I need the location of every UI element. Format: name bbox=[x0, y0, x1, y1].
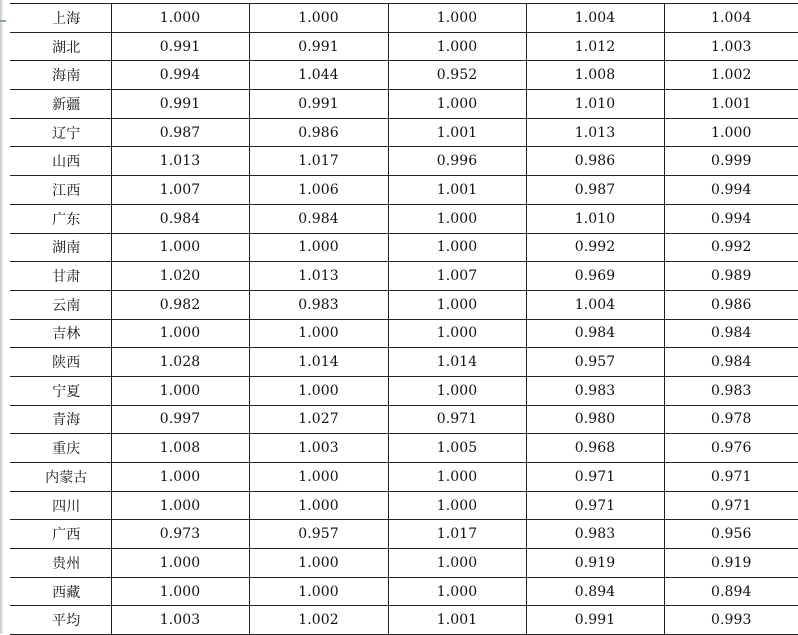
value-cell: 1.006 bbox=[249, 176, 388, 205]
value-cell: 1.008 bbox=[111, 434, 249, 463]
value-cell: 1.000 bbox=[111, 4, 249, 33]
value-cell: 0.993 bbox=[664, 606, 798, 635]
value-cell: 0.957 bbox=[249, 520, 388, 549]
value-cell: 0.919 bbox=[526, 549, 664, 578]
value-cell: 1.000 bbox=[388, 376, 526, 405]
region-name-cell: 甘肃 bbox=[10, 262, 111, 291]
value-cell: 1.003 bbox=[111, 606, 249, 635]
value-cell: 1.003 bbox=[664, 32, 798, 61]
value-cell: 1.017 bbox=[388, 520, 526, 549]
value-cell: 0.996 bbox=[388, 147, 526, 176]
table-row bbox=[10, 233, 798, 262]
value-cell: 1.000 bbox=[249, 463, 388, 492]
value-cell: 0.986 bbox=[526, 147, 664, 176]
region-name-cell: 广西 bbox=[10, 520, 111, 549]
value-cell: 1.013 bbox=[111, 147, 249, 176]
value-cell: 1.000 bbox=[111, 233, 249, 262]
value-cell: 0.968 bbox=[526, 434, 664, 463]
value-cell: 0.984 bbox=[249, 204, 388, 233]
value-cell: 0.992 bbox=[664, 233, 798, 262]
value-cell: 0.982 bbox=[111, 290, 249, 319]
region-name-cell: 西藏 bbox=[10, 577, 111, 606]
table-row bbox=[10, 434, 798, 463]
table-body bbox=[10, 4, 798, 635]
value-cell: 1.005 bbox=[388, 434, 526, 463]
value-cell: 1.000 bbox=[388, 463, 526, 492]
region-name-cell: 四川 bbox=[10, 491, 111, 520]
value-cell: 1.010 bbox=[526, 90, 664, 119]
value-cell: 1.004 bbox=[526, 290, 664, 319]
region-name-cell: 湖南 bbox=[10, 233, 111, 262]
region-name-cell: 青海 bbox=[10, 405, 111, 434]
table-row bbox=[10, 118, 798, 147]
value-cell: 0.983 bbox=[664, 376, 798, 405]
value-cell: 0.952 bbox=[388, 61, 526, 90]
table-row bbox=[10, 577, 798, 606]
value-cell: 1.014 bbox=[249, 348, 388, 377]
value-cell: 0.957 bbox=[526, 348, 664, 377]
table-row bbox=[10, 549, 798, 578]
value-cell: 0.994 bbox=[111, 61, 249, 90]
table-row bbox=[10, 463, 798, 492]
value-cell: 0.919 bbox=[664, 549, 798, 578]
value-cell: 1.000 bbox=[111, 319, 249, 348]
value-cell: 1.000 bbox=[388, 549, 526, 578]
table-row bbox=[10, 204, 798, 233]
region-name-cell: 吉林 bbox=[10, 319, 111, 348]
value-cell: 1.001 bbox=[664, 90, 798, 119]
value-cell: 1.001 bbox=[388, 118, 526, 147]
table-row bbox=[10, 4, 798, 33]
value-cell: 0.991 bbox=[111, 90, 249, 119]
region-name-cell: 平均 bbox=[10, 606, 111, 635]
page-scan-edge bbox=[0, 0, 3, 634]
value-cell: 1.003 bbox=[249, 434, 388, 463]
value-cell: 1.000 bbox=[388, 290, 526, 319]
value-cell: 1.028 bbox=[111, 348, 249, 377]
value-cell: 0.986 bbox=[664, 290, 798, 319]
value-cell: 1.007 bbox=[388, 262, 526, 291]
value-cell: 1.000 bbox=[249, 549, 388, 578]
value-cell: 0.971 bbox=[388, 405, 526, 434]
value-cell: 1.010 bbox=[526, 204, 664, 233]
value-cell: 0.991 bbox=[111, 32, 249, 61]
value-cell: 1.027 bbox=[249, 405, 388, 434]
value-cell: 0.986 bbox=[249, 118, 388, 147]
value-cell: 1.000 bbox=[388, 491, 526, 520]
table-row bbox=[10, 405, 798, 434]
value-cell: 1.000 bbox=[111, 549, 249, 578]
value-cell: 1.000 bbox=[388, 90, 526, 119]
table-row bbox=[10, 606, 798, 635]
value-cell: 1.000 bbox=[388, 319, 526, 348]
value-cell: 0.971 bbox=[664, 463, 798, 492]
table-row bbox=[10, 90, 798, 119]
value-cell: 0.894 bbox=[526, 577, 664, 606]
value-cell: 0.987 bbox=[526, 176, 664, 205]
value-cell: 0.983 bbox=[526, 520, 664, 549]
table-row bbox=[10, 491, 798, 520]
value-cell: 0.983 bbox=[526, 376, 664, 405]
value-cell: 0.956 bbox=[664, 520, 798, 549]
region-name-cell: 江西 bbox=[10, 176, 111, 205]
value-cell: 1.000 bbox=[388, 4, 526, 33]
table-row bbox=[10, 319, 798, 348]
value-cell: 1.007 bbox=[111, 176, 249, 205]
value-cell: 1.000 bbox=[249, 376, 388, 405]
region-name-cell: 海南 bbox=[10, 61, 111, 90]
value-cell: 1.000 bbox=[249, 233, 388, 262]
value-cell: 1.044 bbox=[249, 61, 388, 90]
value-cell: 0.991 bbox=[249, 90, 388, 119]
value-cell: 0.984 bbox=[526, 319, 664, 348]
value-cell: 1.000 bbox=[249, 319, 388, 348]
value-cell: 0.980 bbox=[526, 405, 664, 434]
region-name-cell: 内蒙古 bbox=[10, 463, 111, 492]
value-cell: 1.008 bbox=[526, 61, 664, 90]
value-cell: 1.001 bbox=[388, 176, 526, 205]
table-row bbox=[10, 348, 798, 377]
table-row bbox=[10, 290, 798, 319]
value-cell: 1.013 bbox=[526, 118, 664, 147]
value-cell: 0.994 bbox=[664, 204, 798, 233]
value-cell: 0.976 bbox=[664, 434, 798, 463]
table-row bbox=[10, 520, 798, 549]
table-row bbox=[10, 262, 798, 291]
value-cell: 0.987 bbox=[111, 118, 249, 147]
value-cell: 1.000 bbox=[664, 118, 798, 147]
value-cell: 0.999 bbox=[664, 147, 798, 176]
table-row bbox=[10, 32, 798, 61]
value-cell: 0.894 bbox=[664, 577, 798, 606]
value-cell: 1.000 bbox=[249, 491, 388, 520]
value-cell: 1.002 bbox=[664, 61, 798, 90]
value-cell: 0.992 bbox=[526, 233, 664, 262]
value-cell: 1.000 bbox=[388, 204, 526, 233]
value-cell: 1.000 bbox=[111, 376, 249, 405]
value-cell: 1.002 bbox=[249, 606, 388, 635]
value-cell: 0.984 bbox=[664, 348, 798, 377]
value-cell: 1.000 bbox=[249, 577, 388, 606]
value-cell: 0.971 bbox=[526, 463, 664, 492]
region-name-cell: 宁夏 bbox=[10, 376, 111, 405]
region-name-cell: 陕西 bbox=[10, 348, 111, 377]
value-cell: 1.004 bbox=[526, 4, 664, 33]
value-cell: 1.014 bbox=[388, 348, 526, 377]
value-cell: 1.012 bbox=[526, 32, 664, 61]
value-cell: 1.000 bbox=[111, 463, 249, 492]
value-cell: 0.983 bbox=[249, 290, 388, 319]
value-cell: 0.971 bbox=[526, 491, 664, 520]
value-cell: 0.971 bbox=[664, 491, 798, 520]
table-row bbox=[10, 147, 798, 176]
value-cell: 1.000 bbox=[249, 4, 388, 33]
region-name-cell: 山西 bbox=[10, 147, 111, 176]
value-cell: 1.013 bbox=[249, 262, 388, 291]
region-name-cell: 云南 bbox=[10, 290, 111, 319]
value-cell: 1.000 bbox=[388, 577, 526, 606]
value-cell: 1.000 bbox=[388, 32, 526, 61]
value-cell: 0.994 bbox=[664, 176, 798, 205]
value-cell: 1.000 bbox=[388, 233, 526, 262]
value-cell: 0.989 bbox=[664, 262, 798, 291]
value-cell: 0.978 bbox=[664, 405, 798, 434]
table-row bbox=[10, 376, 798, 405]
value-cell: 0.984 bbox=[111, 204, 249, 233]
value-cell: 0.991 bbox=[249, 32, 388, 61]
region-name-cell: 重庆 bbox=[10, 434, 111, 463]
data-table bbox=[10, 3, 798, 635]
value-cell: 1.004 bbox=[664, 4, 798, 33]
table-row bbox=[10, 176, 798, 205]
value-cell: 0.973 bbox=[111, 520, 249, 549]
value-cell: 0.969 bbox=[526, 262, 664, 291]
value-cell: 0.984 bbox=[664, 319, 798, 348]
region-name-cell: 贵州 bbox=[10, 549, 111, 578]
region-name-cell: 湖北 bbox=[10, 32, 111, 61]
value-cell: 1.020 bbox=[111, 262, 249, 291]
value-cell: 1.000 bbox=[111, 491, 249, 520]
value-cell: 1.001 bbox=[388, 606, 526, 635]
region-name-cell: 辽宁 bbox=[10, 118, 111, 147]
region-name-cell: 广东 bbox=[10, 204, 111, 233]
region-name-cell: 上海 bbox=[10, 4, 111, 33]
value-cell: 0.991 bbox=[526, 606, 664, 635]
value-cell: 1.017 bbox=[249, 147, 388, 176]
value-cell: 1.000 bbox=[111, 577, 249, 606]
table-row bbox=[10, 61, 798, 90]
margin-mark bbox=[0, 20, 6, 22]
value-cell: 0.997 bbox=[111, 405, 249, 434]
region-name-cell: 新疆 bbox=[10, 90, 111, 119]
